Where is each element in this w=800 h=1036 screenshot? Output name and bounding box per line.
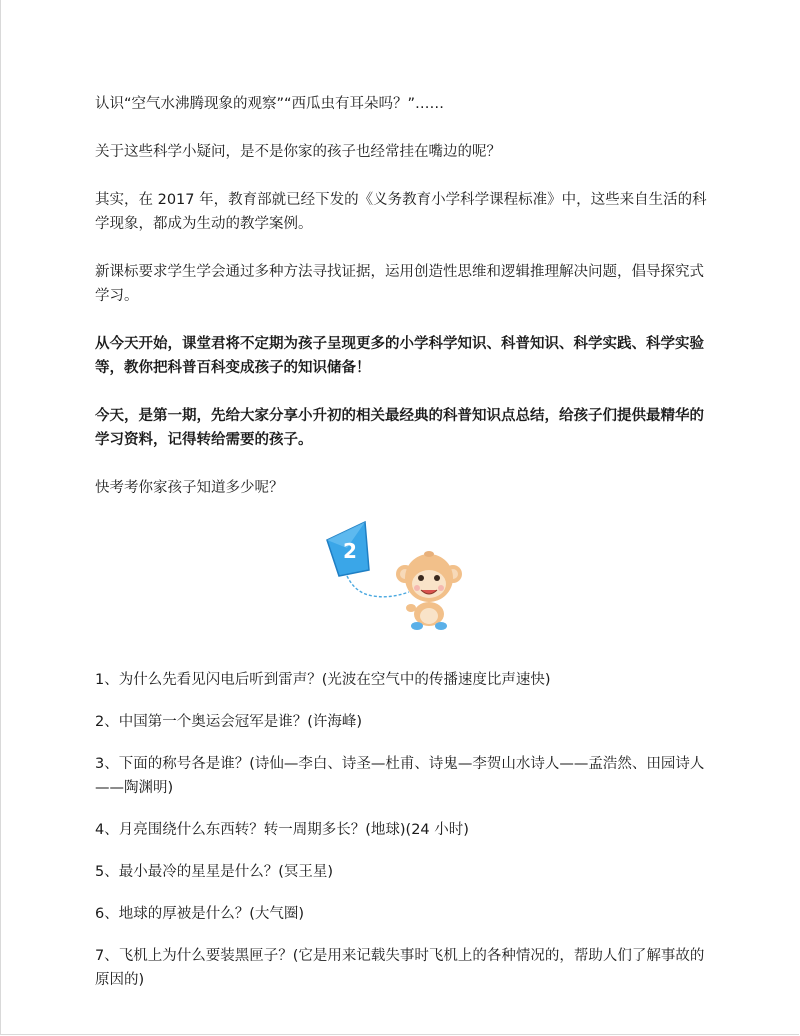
kite-monkey-image [317,518,467,638]
question-7: 7、飞机上为什么要装黑匣子？(它是用来记载失事时飞机上的各种情况的，帮助人们了解事故的原因的) [95,948,705,988]
question-2: 2、中国第一个奥运会冠军是谁？(许海峰) [95,714,363,730]
question-6: 6、地球的厚被是什么？(大气圈) [95,906,305,922]
intro-paragraph-6: 今天，是第一期，先给大家分享小升初的相关最经典的科普知识点总结，给孩子们提供最精华的学习资料，记得转给需要的孩子。 [95,408,704,448]
intro-paragraph-1: 认识“空气水沸腾现象的观察”“西瓜虫有耳朵吗？”…… [95,96,445,112]
intro-paragraph-4: 新课标要求学生学会通过多种方法寻找证据，运用创造性思维和逻辑推理解决问题，倡导探究式学习。 [95,264,704,304]
intro-paragraph-5: 从今天开始，课堂君将不定期为孩子呈现更多的小学科学知识、科普知识、科学实践、科学实验等，教你把科普百科变成孩子的知识储备！ [95,336,704,376]
question-5: 5、最小最冷的星星是什么？(冥王星) [95,864,334,880]
intro-paragraph-7: 快考考你家孩子知道多少呢？ [95,480,284,496]
intro-paragraph-2: 关于这些科学小疑问，是不是你家的孩子也经常挂在嘴边的呢？ [95,144,501,160]
kite-number: 2 [343,539,357,563]
kite-monkey-illustration [95,518,715,638]
document-body [95,92,715,1010]
question-3: 3、下面的称号各是谁？(诗仙—李白、诗圣—杜甫、诗鬼—李贺山水诗人——孟浩然、田园诗人——陶渊明) [95,756,705,796]
monkey-icon [396,551,462,630]
question-1: 1、为什么先看见闪电后听到雷声？(光波在空气中的传播速度比声速快) [95,672,551,688]
intro-paragraph-3: 其实，在 2017 年，教育部就已经下发的《义务教育小学科学课程标准》中，这些来自生活的科学现象，都成为生动的教学案例。 [95,192,707,232]
question-4: 4、月亮围绕什么东西转？转一周期多长？(地球)(24 小时) [95,822,469,838]
